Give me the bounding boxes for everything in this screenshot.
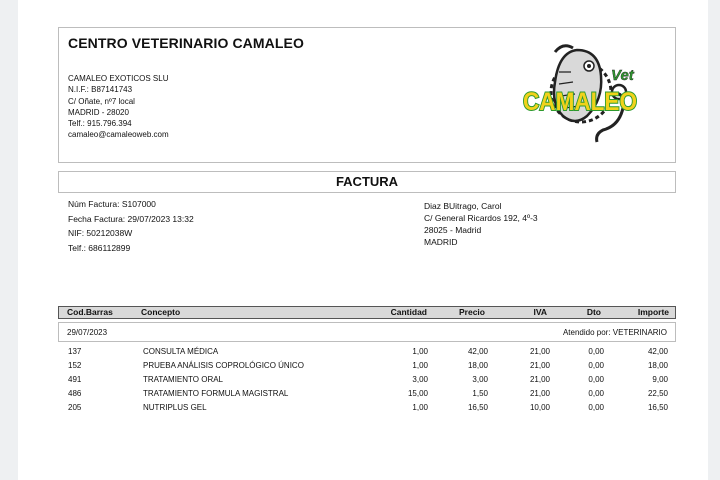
invoice-page — [18, 0, 708, 480]
row-qty: 1,00 — [412, 347, 428, 356]
company-nif: N.I.F.: B87141743 — [68, 85, 133, 95]
row-concept: CONSULTA MÉDICA — [143, 347, 219, 356]
logo-text: CAMALEO — [523, 88, 637, 116]
row-iva: 21,00 — [529, 361, 550, 370]
header-amount: Importe — [637, 307, 669, 317]
row-price: 18,00 — [467, 361, 488, 370]
company-city: MADRID - 28020 — [68, 107, 129, 117]
row-amount: 22,50 — [647, 389, 668, 398]
row-amount: 42,00 — [647, 347, 668, 356]
company-phone: Telf.: 915.796.394 — [68, 119, 132, 129]
row-code: 152 — [68, 361, 82, 370]
company-email: camaleo@camaleoweb.com — [68, 130, 169, 140]
row-iva: 21,00 — [529, 389, 550, 398]
visit-date-row — [58, 322, 676, 342]
camaleo-vet-logo — [515, 42, 643, 154]
row-qty: 1,00 — [412, 403, 428, 412]
invoice-info — [68, 199, 194, 257]
invoice-lines — [58, 345, 676, 415]
client-address: C/ General Ricardos 192, 4º-3 — [424, 213, 538, 223]
row-price: 1,50 — [472, 389, 488, 398]
row-qty: 15,00 — [407, 389, 428, 398]
invoice-date: Fecha Factura: 29/07/2023 13:32 — [68, 213, 194, 224]
row-concept: TRATAMIENTO ORAL — [143, 375, 224, 384]
row-code: 486 — [68, 389, 82, 398]
client-phone: Telf.: 686112899 — [68, 242, 131, 253]
row-price: 42,00 — [467, 347, 488, 356]
table-row — [58, 345, 676, 359]
clinic-header — [58, 27, 676, 163]
table-row — [58, 373, 676, 387]
row-qty: 1,00 — [412, 361, 428, 370]
logo-sub-text: Vet — [611, 67, 634, 84]
company-name: CAMALEO EXOTICOS SLU — [68, 74, 169, 83]
row-concept: TRATAMIENTO FORMULA MAGISTRAL — [143, 389, 289, 398]
header-code: Cod.Barras — [67, 307, 113, 317]
client-province: MADRID — [424, 237, 458, 247]
clinic-name: CENTRO VETERINARIO CAMALEO — [68, 35, 304, 51]
row-amount: 16,50 — [647, 403, 668, 412]
row-code: 137 — [68, 347, 82, 356]
header-dto: Dto — [586, 307, 601, 317]
table-row — [58, 359, 676, 373]
client-details — [424, 200, 538, 248]
row-iva: 21,00 — [529, 347, 550, 356]
row-dto: 0,00 — [588, 361, 604, 370]
company-details — [68, 73, 169, 141]
client-nif: NIF: 50212038W — [68, 228, 133, 238]
client-name: Diaz BUitrago, Carol — [424, 201, 502, 211]
table-row — [58, 387, 676, 401]
table-header — [58, 306, 676, 319]
attended-by: Atendido por: VETERINARIO — [562, 328, 667, 337]
row-dto: 0,00 — [588, 389, 604, 398]
row-code: 491 — [68, 375, 82, 384]
company-address: C/ Oñate, nº7 local — [68, 96, 135, 106]
row-qty: 3,00 — [412, 375, 428, 384]
client-postcode: 28025 - Madrid — [424, 225, 482, 235]
row-concept: NUTRIPLUS GEL — [143, 403, 207, 412]
row-price: 3,00 — [472, 375, 488, 384]
row-iva: 21,00 — [529, 375, 550, 384]
header-iva: IVA — [533, 307, 547, 317]
header-qty: Cantidad — [390, 307, 427, 317]
header-concept: Concepto — [141, 307, 181, 317]
row-concept: PRUEBA ANÁLISIS COPROLÓGICO ÚNICO — [143, 361, 304, 370]
row-price: 16,50 — [467, 403, 488, 412]
header-price: Precio — [459, 307, 485, 317]
row-amount: 9,00 — [652, 375, 668, 384]
visit-date: 29/07/2023 — [67, 328, 108, 337]
row-amount: 18,00 — [647, 361, 668, 370]
row-code: 205 — [68, 403, 82, 412]
invoice-title: FACTURA — [58, 171, 676, 193]
row-dto: 0,00 — [588, 403, 604, 412]
invoice-number: Núm Factura: S107000 — [68, 199, 156, 209]
table-row — [58, 401, 676, 415]
row-iva: 10,00 — [529, 403, 550, 412]
row-dto: 0,00 — [588, 347, 604, 356]
row-dto: 0,00 — [588, 375, 604, 384]
